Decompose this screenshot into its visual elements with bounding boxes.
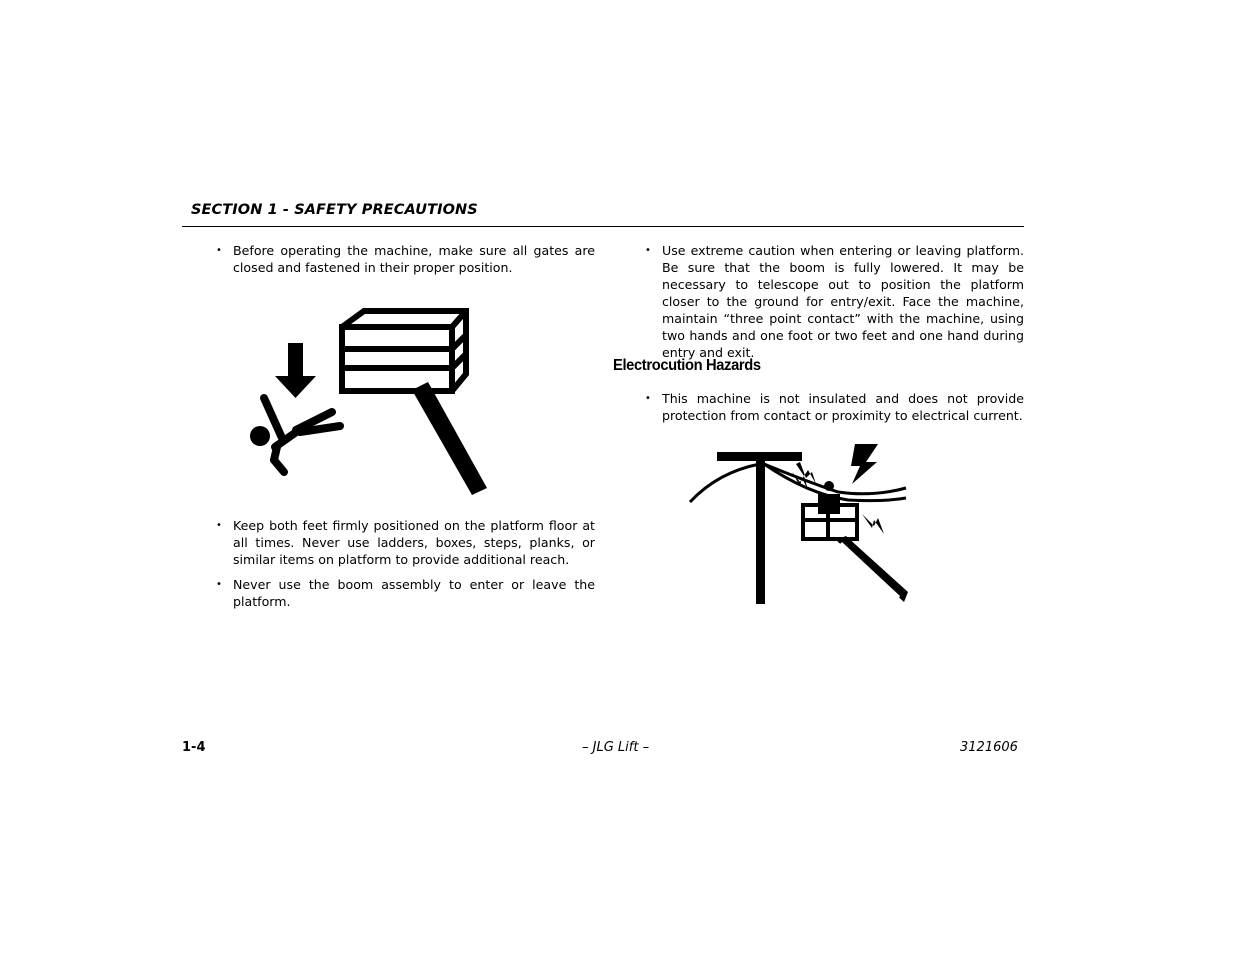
bullet-not-insulated: • This machine is not insulated and does not provide protection from contact or proximity to electrical current. [645,390,1024,424]
header-rule [182,226,1024,227]
electrocution-hazard-illustration [688,442,910,608]
electrocution-hazards-heading: Electrocution Hazards [613,357,761,374]
right-column-top [645,242,1024,361]
fall-hazard-illustration [244,300,504,500]
footer-brand: – JLG Lift – [582,740,650,755]
left-column-bottom [216,517,595,610]
bullet-gates-closed: • Before operating the machine, make sure all gates are closed and fastened in their proper position. [216,242,595,276]
left-column-top [216,242,595,276]
page-number: 1-4 [182,740,206,755]
bullet-boom-assembly: • Never use the boom assembly to enter or leave the platform. [216,576,595,610]
section-title: SECTION 1 - SAFETY PRECAUTIONS [191,202,478,218]
bullet-entry-exit-caution: • Use extreme caution when entering or leaving platform. Be sure that the boom is fully lowered. It may be necessary to telescope out to position the platform closer to the ground for entry/exit. Face the machine, maintain “three point contact” with the machine, using two hands and one foot or two feet and one hand during entry and exit. [645,242,1024,361]
bullet-feet-positioned: • Keep both feet firmly positioned on the platform floor at all times. Never use ladders, boxes, steps, planks, or similar items on platform to provide additional reach. [216,517,595,568]
document-number: 3121606 [960,740,1018,755]
right-column-electrocution [645,390,1024,424]
